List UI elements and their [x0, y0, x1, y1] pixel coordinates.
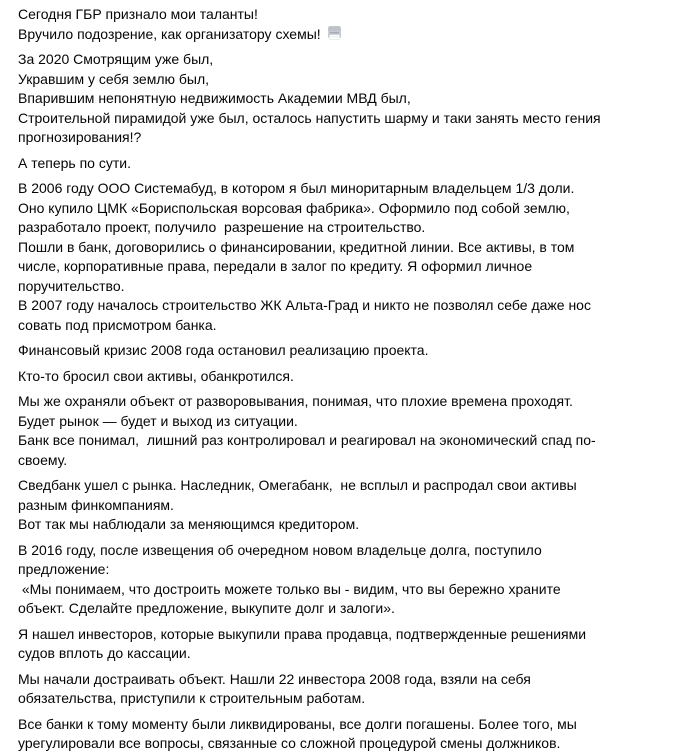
printer-emoji-icon: [326, 25, 343, 42]
post-line: Впарившим непонятную недвижимость Академии МВД был,: [18, 90, 411, 106]
post-line: В 2007 году началось строительство ЖК Альта-Град и никто не позволял себе даже нос: [18, 297, 591, 313]
post-line: объект. Сделайте предложение, выкупите долг и залоги».: [18, 600, 395, 616]
post-line: урегулировали все вопросы, связанные со сложной процедурой смены должников.: [18, 735, 561, 751]
post-paragraph: [18, 625, 670, 664]
post-paragraph: [18, 154, 670, 174]
post-paragraph: [18, 476, 670, 535]
post-line: За 2020 Смотрящим уже был,: [18, 51, 214, 67]
post-line: Вот так мы наблюдали за меняющимся кредитором.: [18, 516, 360, 532]
post-line: числе, корпоративные права, передали в залог по кредиту. Я оформил личное: [18, 258, 533, 274]
post-line: Строительной пирамидой уже был, осталось напустить шарму и таки занять место гения: [18, 109, 601, 126]
post-line: разработало проект, получило разрешение на строительство.: [18, 219, 426, 235]
post-paragraph: [18, 715, 670, 754]
post-line: поручительство.: [18, 277, 125, 294]
post-line: Будет рынок — будет и выход из ситуации.: [18, 412, 298, 429]
post-line: Финансовый кризис 2008 года остановил реализацию проекта.: [18, 342, 429, 358]
post-line: Вручило подозрение, как организатору схемы!: [18, 25, 321, 42]
post-line: совать под присмотром банка.: [18, 316, 217, 333]
post-line: Я нашел инвесторов, которые выкупили права продавца, подтвержденные решениями: [18, 625, 587, 642]
post-paragraph: [18, 50, 670, 148]
post-line: Кто-то бросил свои активы, обанкротился.: [18, 367, 294, 384]
post-line: Все банки к тому моменту были ликвидированы, все долги погашены. Более того, мы: [18, 715, 577, 732]
post-line: В 2016 году, после извещения об очередном новом владельце долга, поступило: [18, 541, 542, 558]
post-line: Мы начали достраивать объект. Нашли 22 инвестора 2008 года, взяли на себя: [18, 670, 531, 687]
post-paragraph: [18, 367, 670, 387]
post-paragraph: [18, 541, 670, 619]
post-paragraph: [18, 392, 670, 470]
post-line: своему.: [18, 451, 68, 468]
post-line: Пошли в банк, договорились о финансировании, кредитной линии. Все активы, в том: [18, 238, 575, 255]
post-line: судов вплоть до кассации.: [18, 645, 191, 661]
post-line: Сегодня ГБР признало мои таланты!: [18, 6, 258, 22]
post-line: «Мы понимаем, что достроить можете только вы - видим, что вы бережно храните: [18, 580, 561, 597]
post-paragraph: [18, 670, 670, 709]
post-line: Оно купило ЦМК «Бориспольская ворсовая фабрика». Оформило под собой землю,: [18, 199, 570, 216]
post-line: Укравшим у себя землю был,: [18, 70, 210, 87]
post-line: разным финкомпаниям.: [18, 496, 174, 513]
post-line: обязательства, приступили к строительным работам.: [18, 690, 366, 706]
post-paragraph: [18, 341, 670, 361]
post-line: Мы же охраняли объект от разворовывания, понимая, что плохие времена проходят.: [18, 393, 573, 409]
post-line: Сведбанк ушел с рынка. Наследник, Омегабанк, не всплыл и распродал свои активы: [18, 477, 577, 493]
post-line: В 2006 году ООО Системабуд, в котором я был миноритарным владельцем 1/3 доли.: [18, 180, 575, 196]
post-paragraph: [18, 5, 670, 44]
post-line: прогнозирования!?: [18, 129, 142, 145]
post-line: А теперь по сути.: [18, 154, 131, 171]
post-line: предложение:: [18, 561, 110, 577]
post-line: Банк все понимал, лишний раз контролировал и реагировал на экономический спад по-: [18, 432, 596, 448]
post-paragraph: [18, 179, 670, 335]
